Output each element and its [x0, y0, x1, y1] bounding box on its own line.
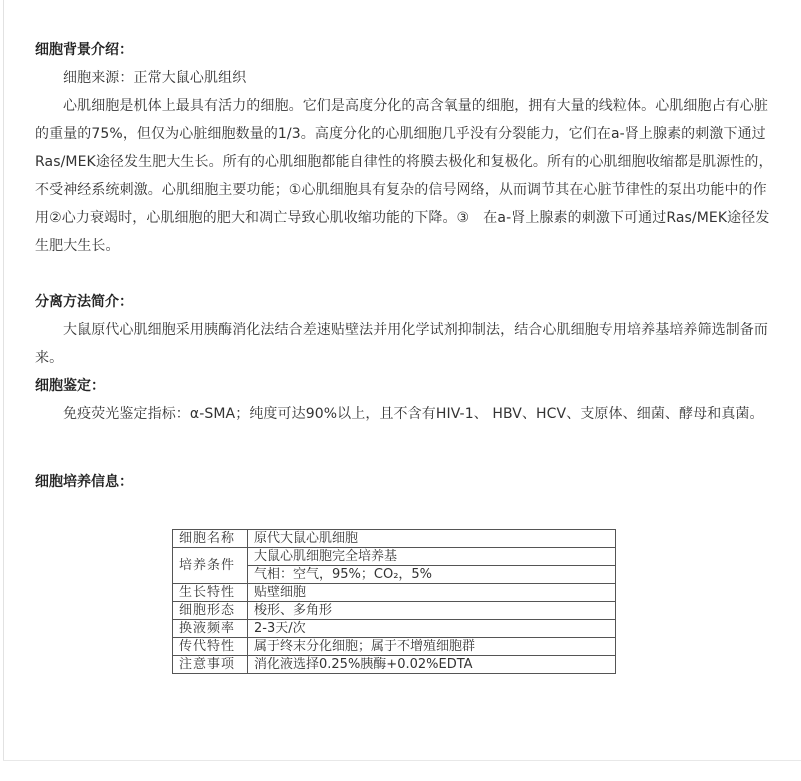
- cell-source: 细胞来源：正常大鼠心肌组织: [63, 70, 247, 86]
- isolation-heading: 分离方法简介：: [35, 294, 133, 310]
- row-value: 消化液选择0.25%胰酶+0.02%EDTA: [248, 656, 616, 674]
- row-label: 注意事项: [173, 656, 248, 674]
- row-value: 原代大鼠心肌细胞: [248, 530, 616, 548]
- isolation-text: 大鼠原代心肌细胞采用胰酶消化法结合差速贴壁法并用化学试剂抑制法，结合心肌细胞专用培养基培养筛选制备而来。: [35, 322, 768, 366]
- identification-heading: 细胞鉴定：: [35, 378, 105, 394]
- row-value: 大鼠心肌细胞完全培养基: [248, 548, 616, 566]
- left-border: [3, 0, 4, 760]
- background-description: 心肌细胞是机体上最具有活力的细胞。它们是高度分化的高含氧量的细胞，拥有大量的线粒体。心肌细胞占有心脏的重量的75%，但仅为心脏细胞数量的1/3。高度分化的心肌细胞几乎没有分裂能力，它们在a-肾上腺素的刺激下通过Ras/MEK途径发生肥大生长。所有的心肌细胞都能自律性的将膜去极化和复极化。所有的心肌细胞收缩都是肌源性的，不受神经系统刺激。心肌细胞主要功能；①心肌细胞具有复杂的信号网络，从而调节其在心脏节律性的泵出功能中的作用②心力衰竭时，心肌细胞的肥大和凋亡导致心肌收缩功能的下降。③ 在a-肾上腺素的刺激下可通过Ras/MEK途径发生肥大生长。: [35, 98, 773, 254]
- identification-text: 免疫荧光鉴定指标：α-SMA；纯度可达90%以上，且不含有HIV-1、 HBV、HCV、支原体、细菌、酵母和真菌。: [63, 406, 764, 422]
- row-value: 属于终末分化细胞；属于不增殖细胞群: [248, 638, 616, 656]
- row-value: 梭形、多角形: [248, 602, 616, 620]
- culture-info-table: [172, 529, 616, 674]
- row-value: 2-3天/次: [248, 620, 616, 638]
- article-body: [35, 36, 775, 496]
- table-row: [173, 656, 616, 674]
- row-label: 换液频率: [173, 620, 248, 638]
- table-row: [173, 530, 616, 548]
- culture-heading: 细胞培养信息：: [35, 474, 133, 490]
- row-label: 细胞名称: [173, 530, 248, 548]
- row-label: 传代特性: [173, 638, 248, 656]
- row-label: 生长特性: [173, 584, 248, 602]
- row-label: 培养条件: [173, 548, 248, 584]
- row-value: 贴壁细胞: [248, 584, 616, 602]
- bottom-border: [3, 760, 801, 761]
- row-label: 细胞形态: [173, 602, 248, 620]
- table-row: [173, 548, 616, 566]
- table-row: [173, 584, 616, 602]
- row-value: 气相：空气，95%；CO₂，5%: [248, 566, 616, 584]
- table-row: [173, 602, 616, 620]
- table-row: [173, 638, 616, 656]
- background-heading: 细胞背景介绍：: [35, 42, 133, 58]
- table-row: [173, 620, 616, 638]
